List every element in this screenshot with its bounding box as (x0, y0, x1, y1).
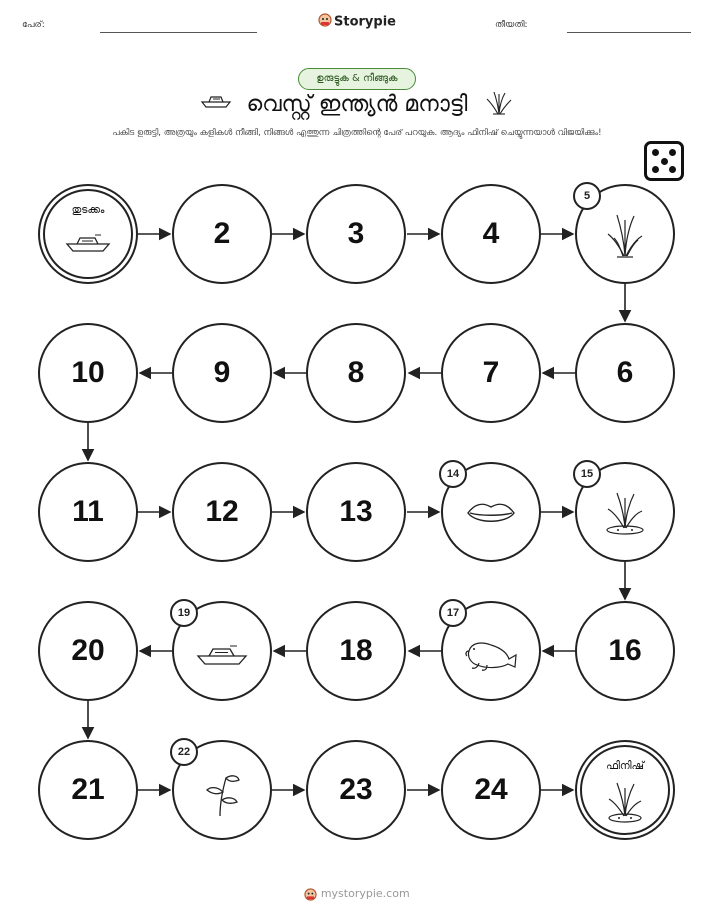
cell-6[interactable] (575, 323, 675, 423)
footer-url[interactable]: mystorypie.com (320, 887, 410, 900)
cell-number: 8 (347, 356, 365, 389)
cell-4[interactable] (441, 184, 541, 284)
cell-15[interactable] (575, 462, 675, 562)
cell-badge: 17 (439, 599, 467, 627)
cell-badge: 15 (573, 460, 601, 488)
mode-tag: ഉരുട്ടുക & നീങ്ങുക (298, 68, 416, 90)
seagrass-icon (605, 212, 645, 264)
cell-22[interactable] (172, 740, 272, 840)
cell-number: 10 (71, 356, 105, 389)
cell-19[interactable] (172, 601, 272, 701)
date-label: തീയതി: (495, 20, 528, 30)
cell-number: 18 (339, 634, 373, 667)
cell-2[interactable] (172, 184, 272, 284)
cell-number: 2 (213, 217, 231, 250)
manatee-icon (463, 637, 519, 677)
cell-18[interactable] (306, 601, 406, 701)
cell-number: 9 (213, 356, 231, 389)
cell-number: 23 (339, 773, 373, 806)
cell-number: 6 (616, 356, 634, 389)
cell-3[interactable] (306, 184, 406, 284)
cell-number: 7 (482, 356, 500, 389)
page-title: വെസ്റ്റ് ഇന്ത്യൻ മനാട്ടി (246, 92, 468, 117)
finish-label: ഫിനിഷ് (606, 760, 644, 772)
cell-number: 13 (339, 495, 373, 528)
cell-16[interactable] (575, 601, 675, 701)
seagrass-icon (603, 490, 647, 540)
cell-20[interactable] (38, 601, 138, 701)
cell-number: 3 (347, 217, 365, 250)
cell-17[interactable] (441, 601, 541, 701)
cell-23[interactable] (306, 740, 406, 840)
seagrass-icon (605, 780, 645, 828)
cell-number: 21 (71, 773, 105, 806)
cell-21[interactable] (38, 740, 138, 840)
cell-number: 16 (608, 634, 642, 667)
cell-24[interactable] (441, 740, 541, 840)
boat-icon (196, 643, 248, 671)
cell-13[interactable] (306, 462, 406, 562)
cell-number: 11 (72, 495, 104, 528)
cell-badge: 22 (170, 738, 198, 766)
cell-10[interactable] (38, 323, 138, 423)
cell-5[interactable] (575, 184, 675, 284)
cell-badge: 19 (170, 599, 198, 627)
leaf-icon (202, 770, 242, 822)
cell-number: 4 (482, 217, 500, 250)
cell-14[interactable] (441, 462, 541, 562)
storypie-logo-icon (304, 887, 321, 900)
start-label: തുടക്കം (71, 204, 105, 216)
cell-number: 20 (71, 634, 105, 667)
cell-badge: 5 (573, 182, 601, 210)
name-label: പേര്: (22, 20, 45, 30)
cell-7[interactable] (441, 323, 541, 423)
cell-11[interactable] (38, 462, 138, 562)
lips-icon (466, 500, 516, 530)
start-cell[interactable] (38, 184, 138, 284)
finish-cell[interactable] (575, 740, 675, 840)
cell-12[interactable] (172, 462, 272, 562)
cell-badge: 14 (439, 460, 467, 488)
footer (0, 887, 714, 901)
cell-9[interactable] (172, 323, 272, 423)
cell-8[interactable] (306, 323, 406, 423)
boat-icon (65, 232, 111, 258)
cell-number: 24 (474, 773, 508, 806)
brand-name: Storypie (334, 14, 396, 30)
instructions: പകിട ഉരുട്ടി, അത്രയും കളികൾ നീങ്ങി, നിങ്ങൾ എത്തുന്ന ചിത്രത്തിന്റെ പേര് പറയുക. ആദ്യം ഫിനിഷ് ചെയ്യുന്നയാൾ വിജയിക്കും! (112, 128, 602, 138)
cell-number: 12 (205, 495, 239, 528)
